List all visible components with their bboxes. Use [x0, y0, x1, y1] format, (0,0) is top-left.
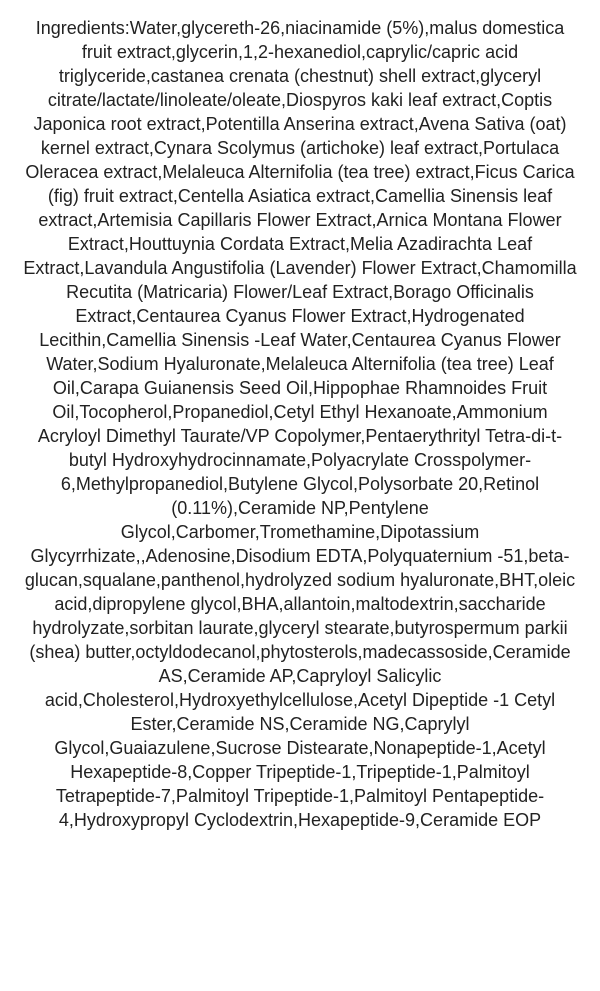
- ingredients-list: Ingredients:Water,glycereth-26,niacinamide (5%),malus domestica fruit extract,glycerin,1,2-hexanediol,caprylic/capric acid triglyceride,castanea crenata (chestnut) shell extract,glyceryl citrate/lactate/linoleate/oleate,Diospyros kaki leaf extract,Coptis Japonica root extract,Potentilla Anserina extract,Avena Sativa (oat) kernel extract,Cynara Scolymus (artichoke) leaf extract,Portulaca Oleracea extract,Melaleuca Alternifolia (tea tree) extract,Ficus Carica (fig) fruit extract,Centella Asiatica extract,Camellia Sinensis leaf extract,Artemisia Capillaris Flower Extract,Arnica Montana Flower Extract,Houttuynia Cordata Extract,Melia Azadirachta Leaf Extract,Lavandula Angustifolia (Lavender) Flower Extract,Chamomilla Recutita (Matricaria) Flower/Leaf Extract,Borago Officinalis Extract,Centaurea Cyanus Flower Extract,Hydrogenated Lecithin,Camellia Sinensis -Leaf Water,Centaurea Cyanus Flower Water,Sodium Hyaluronate,Melaleuca Alternifolia (tea tree) Leaf Oil,Carapa Guianensis Seed Oil,Hippophae Rhamnoides Fruit Oil,Tocopherol,Propanediol,Cetyl Ethyl Hexanoate,Ammonium Acryloyl Dimethyl Taurate/VP Copolymer,Pentaerythrityl Tetra-di-t-butyl Hydroxyhydrocinnamate,Polyacrylate Crosspolymer-6,Methylpropanediol,Butylene Glycol,Polysorbate 20,Retinol (0.11%),Ceramide NP,Pentylene Glycol,Carbomer,Tromethamine,Dipotassium Glycyrrhizate,,Adenosine,Disodium EDTA,Polyquaternium -51,beta-glucan,squalane,panthenol,hydrolyzed sodium hyaluronate,BHT,oleic acid,dipropylene glycol,BHA,allantoin,maltodextrin,saccharide hydrolyzate,sorbitan laurate,glyceryl stearate,butyrospermum parkii (shea) butter,octyldodecanol,phytosterols,madecassoside,Ceramide AS,Ceramide AP,Capryloyl Salicylic acid,Cholesterol,Hydroxyethylcellulose,Acetyl Dipeptide -1 Cetyl Ester,Ceramide NS,Ceramide NG,Caprylyl Glycol,Guaiazulene,Sucrose Distearate,Nonapeptide-1,Acetyl Hexapeptide-8,Copper Tripeptide-1,Tripeptide-1,Palmitoyl Tetrapeptide-7,Palmitoyl Tripeptide-1,Palmitoyl Pentapeptide-4,Hydroxypropyl Cyclodextrin,Hexapeptide-9,Ceramide EOP: [23, 18, 577, 830]
